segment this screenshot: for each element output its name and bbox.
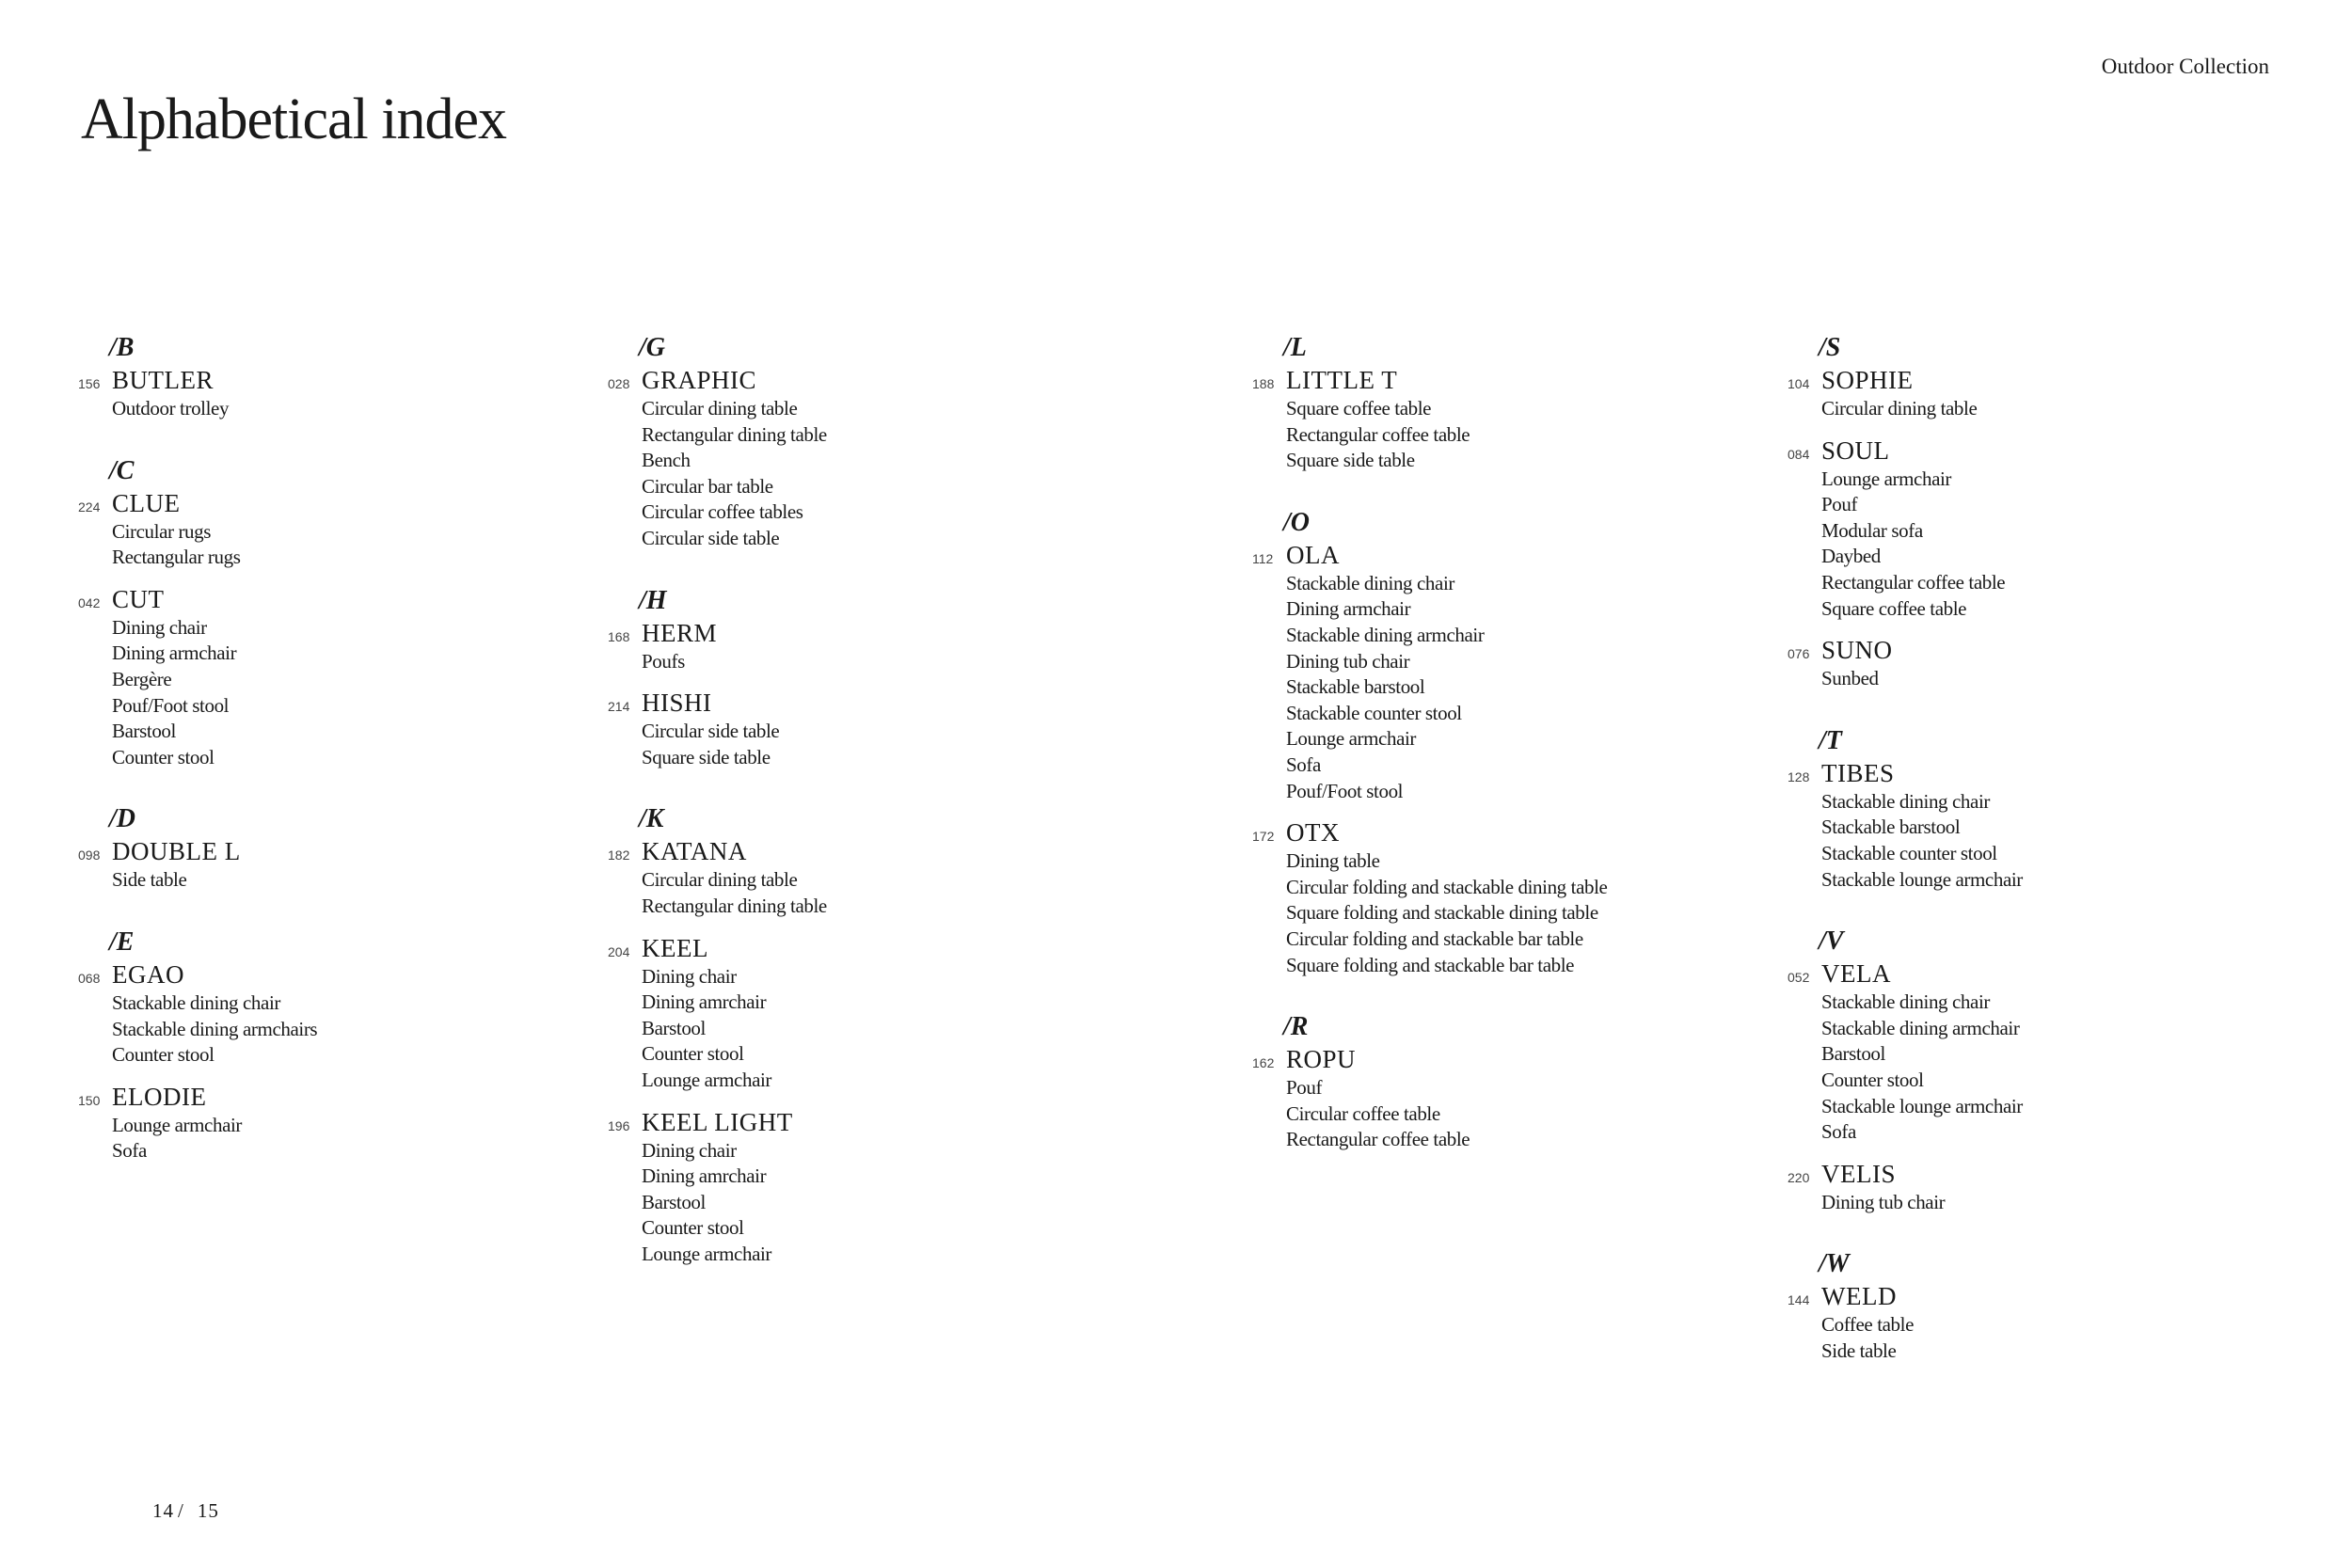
entry-page-number: 162 [1252, 1055, 1275, 1071]
index-section [608, 584, 1172, 771]
product-type: Stackable dining armchair [1821, 1016, 2020, 1039]
index-entry [1252, 1044, 1817, 1153]
product-type-list [1788, 789, 2352, 893]
product-name: SUNO [1821, 636, 1893, 665]
index-column-2 [608, 331, 1172, 1299]
index-entry [1252, 540, 1817, 804]
product-type: Stackable dining chair [112, 990, 280, 1014]
product-type-list [1252, 1075, 1817, 1153]
product-type: Dining tub chair [1821, 1190, 1946, 1213]
product-type: Daybed [1821, 545, 1881, 568]
entry-page-number: 042 [78, 594, 101, 610]
product-type: Dining amrchair [642, 990, 767, 1014]
product-type: Rectangular coffee table [1286, 1128, 1470, 1151]
product-type-list [608, 396, 1172, 552]
product-type: Stackable lounge armchair [1821, 1094, 2023, 1117]
product-type: Circular coffee table [1286, 1101, 1440, 1125]
product-type-list [78, 519, 643, 571]
product-type: Outdoor trolley [112, 397, 230, 420]
collection-label: Outdoor Collection [2101, 55, 2269, 78]
product-name: KEEL LIGHT [642, 1107, 793, 1136]
product-type-list [1788, 1190, 2352, 1216]
product-name: BUTLER [112, 366, 214, 394]
page-folio [152, 1499, 219, 1523]
product-type: Square coffee table [1821, 596, 1967, 620]
product-type: Lounge armchair [112, 1113, 243, 1136]
product-name: TIBES [1821, 758, 1895, 787]
product-type: Square side table [1286, 449, 1415, 472]
product-type: Circular dining table [1821, 397, 1978, 420]
entry-page-number: 172 [1252, 829, 1275, 845]
index-column-1 [78, 331, 643, 1196]
product-type: Counter stool [642, 1216, 744, 1240]
product-type-list [78, 396, 643, 422]
entry-page-number: 188 [1252, 376, 1275, 391]
product-type: Rectangular coffee table [1286, 422, 1470, 446]
product-name: SOUL [1821, 436, 1890, 465]
product-type: Sofa [1821, 1120, 1856, 1144]
product-type-list [608, 964, 1172, 1094]
product-type: Dining armchair [1286, 597, 1411, 621]
product-type-list [608, 1138, 1172, 1268]
section-letter: /T [1819, 725, 1842, 755]
entry-page-number: 182 [608, 847, 630, 863]
section-letter: /V [1819, 927, 1844, 957]
entry-page-number: 084 [1788, 446, 1810, 462]
entry-page-number: 068 [78, 970, 101, 986]
product-name: OTX [1286, 818, 1340, 847]
index-section [78, 926, 643, 1164]
index-entry [608, 836, 1172, 919]
product-name: GRAPHIC [642, 366, 757, 394]
product-type: Modular sofa [1821, 518, 1923, 542]
product-type: Barstool [642, 1190, 706, 1213]
index-entry [608, 1107, 1172, 1268]
product-type: Bench [642, 449, 691, 472]
product-type: Lounge armchair [1286, 727, 1417, 751]
section-letter: /S [1819, 333, 1841, 362]
entry-page-number: 112 [1252, 550, 1274, 566]
index-entry [78, 584, 643, 771]
product-type: Bergère [112, 667, 172, 690]
product-type: Barstool [642, 1016, 706, 1039]
entry-page-number: 076 [1788, 646, 1810, 662]
product-type-list [78, 615, 643, 771]
index-column-3 [1252, 331, 1817, 1185]
product-type: Stackable counter stool [1821, 841, 1997, 864]
section-letter: /O [1283, 507, 1310, 537]
product-type: Pouf/Foot stool [1286, 779, 1404, 802]
entry-page-number: 150 [78, 1092, 101, 1108]
product-type: Lounge armchair [1821, 467, 1952, 490]
product-type: Circular coffee tables [642, 500, 803, 524]
product-type: Sofa [1286, 752, 1321, 776]
product-type: Stackable barstool [1821, 816, 1961, 839]
index-entry [1788, 1281, 2352, 1364]
product-type: Sofa [112, 1139, 147, 1163]
product-type: Barstool [112, 720, 176, 743]
product-name: KATANA [642, 837, 747, 866]
product-type-list [1252, 848, 1817, 978]
product-type: Lounge armchair [642, 1068, 772, 1091]
index-section [608, 802, 1172, 1267]
folio-separator: / [178, 1499, 184, 1522]
product-type: Circular folding and stackable bar table [1286, 927, 1583, 950]
product-name: LITTLE T [1286, 366, 1398, 394]
product-type: Counter stool [1821, 1068, 1924, 1091]
product-type: Counter stool [112, 745, 215, 768]
product-type-list [1788, 396, 2352, 422]
product-name: SOPHIE [1821, 366, 1914, 394]
product-type-list [1788, 666, 2352, 692]
index-section [608, 331, 1172, 552]
product-type-list [78, 990, 643, 1069]
entry-page-number: 168 [608, 628, 630, 644]
product-type: Stackable lounge armchair [1821, 867, 2023, 891]
index-section [1788, 724, 2352, 893]
product-type: Dining amrchair [642, 1164, 767, 1188]
product-type: Stackable barstool [1286, 675, 1425, 699]
entry-page-number: 204 [608, 943, 630, 959]
section-letter: /H [639, 585, 667, 615]
product-type: Stackable dining chair [1821, 990, 1990, 1014]
product-type: Rectangular dining table [642, 894, 827, 917]
index-section [78, 454, 643, 771]
product-type: Coffee table [1821, 1313, 1915, 1337]
entry-page-number: 052 [1788, 970, 1810, 986]
index-entry [608, 618, 1172, 675]
product-type: Circular dining table [642, 868, 798, 892]
index-entry [78, 836, 643, 894]
index-entry [608, 365, 1172, 552]
index-entry [78, 959, 643, 1069]
product-type: Dining chair [642, 964, 737, 988]
product-type-list [78, 1113, 643, 1164]
index-section [1788, 1247, 2352, 1364]
product-type-list [1252, 571, 1817, 804]
entry-page-number: 144 [1788, 1292, 1810, 1308]
section-letter: /B [109, 333, 135, 362]
section-letter: /G [639, 333, 665, 362]
product-type: Circular rugs [112, 519, 212, 543]
index-entry [608, 688, 1172, 770]
index-entry [78, 365, 643, 422]
index-entry [1788, 1159, 2352, 1216]
product-type: Circular dining table [642, 397, 798, 420]
product-type-list [1788, 1312, 2352, 1364]
index-entry [608, 933, 1172, 1094]
product-type: Pouf [1821, 493, 1858, 516]
product-type-list [78, 867, 643, 894]
index-section [1252, 506, 1817, 978]
product-type: Square folding and stackable dining table [1286, 901, 1598, 925]
product-type: Dining table [1286, 849, 1380, 873]
section-letter: /L [1283, 333, 1307, 362]
index-section [78, 802, 643, 894]
section-letter: /C [109, 455, 135, 485]
product-type: Circular side table [642, 720, 780, 743]
index-entry [1788, 436, 2352, 623]
product-type-list [1788, 467, 2352, 623]
product-name: CLUE [112, 488, 181, 517]
product-type: Stackable dining armchairs [112, 1017, 318, 1040]
entry-page-number: 098 [78, 847, 101, 863]
index-entry [1252, 365, 1817, 474]
product-type: Rectangular dining table [642, 422, 827, 446]
product-type: Lounge armchair [642, 1242, 772, 1265]
product-type: Square side table [642, 745, 771, 768]
product-name: HERM [642, 618, 718, 647]
index-entry [78, 488, 643, 571]
product-type-list [608, 867, 1172, 919]
product-type: Sunbed [1821, 667, 1879, 690]
product-type: Stackable counter stool [1286, 701, 1462, 724]
product-name: VELA [1821, 959, 1891, 989]
product-type: Stackable dining armchair [1286, 623, 1485, 646]
index-section [78, 331, 643, 422]
index-column-4 [1788, 331, 2352, 1396]
product-type: Rectangular coffee table [1821, 570, 2006, 594]
product-type: Counter stool [112, 1043, 215, 1067]
product-type: Barstool [1821, 1042, 1885, 1066]
product-type-list [1252, 396, 1817, 474]
index-entry [1788, 758, 2352, 893]
product-type: Circular folding and stackable dining table [1286, 875, 1608, 898]
product-type: Pouf [1286, 1076, 1323, 1100]
index-section [1252, 331, 1817, 474]
entry-page-number: 156 [78, 376, 101, 391]
section-letter: /D [109, 804, 135, 834]
product-name: ROPU [1286, 1045, 1357, 1074]
entry-page-number: 128 [1788, 768, 1810, 784]
product-type: Rectangular rugs [112, 546, 241, 569]
product-type: Pouf/Foot stool [112, 693, 230, 717]
product-type: Dining chair [112, 615, 207, 639]
product-type: Square folding and stackable bar table [1286, 953, 1575, 976]
product-name: KEEL [642, 933, 708, 962]
section-letter: /E [109, 927, 135, 957]
section-letter: /R [1283, 1012, 1309, 1042]
product-type-list [1788, 990, 2352, 1146]
product-type: Circular side table [642, 526, 780, 549]
product-name: CUT [112, 584, 165, 613]
product-name: HISHI [642, 689, 712, 718]
product-type-list [608, 719, 1172, 770]
index-entry [1788, 635, 2352, 692]
section-letter: /K [639, 804, 664, 834]
product-type: Side table [1821, 1338, 1897, 1362]
section-letter: /W [1819, 1249, 1850, 1279]
product-type: Dining tub chair [1286, 649, 1410, 673]
index-section [1252, 1010, 1817, 1153]
product-type: Square coffee table [1286, 397, 1432, 420]
entry-page-number: 028 [608, 376, 630, 391]
product-type: Stackable dining chair [1286, 571, 1454, 594]
product-name: ELODIE [112, 1082, 207, 1111]
entry-page-number: 224 [78, 499, 101, 515]
product-type: Dining chair [642, 1138, 737, 1162]
product-type: Dining armchair [112, 641, 237, 665]
index-entry [1252, 817, 1817, 978]
index-entry [1788, 365, 2352, 422]
product-name: EGAO [112, 959, 184, 989]
entry-page-number: 196 [608, 1117, 630, 1133]
index-section [1788, 331, 2352, 692]
product-name: VELIS [1821, 1159, 1896, 1188]
page-title: Alphabetical index [81, 87, 506, 151]
product-type-list [608, 649, 1172, 675]
index-section [1788, 925, 2352, 1215]
product-name: OLA [1286, 540, 1340, 569]
entry-page-number: 104 [1788, 376, 1810, 391]
folio-left-page-number: 14 [152, 1499, 174, 1522]
product-type: Counter stool [642, 1042, 744, 1066]
index-entry [1788, 958, 2352, 1146]
entry-page-number: 220 [1788, 1169, 1810, 1185]
product-name: DOUBLE L [112, 837, 241, 866]
product-type: Circular bar table [642, 474, 773, 498]
product-name: WELD [1821, 1282, 1897, 1311]
index-entry [78, 1082, 643, 1164]
product-type: Stackable dining chair [1821, 789, 1990, 813]
folio-right-page-number: 15 [197, 1499, 219, 1522]
product-type: Side table [112, 868, 187, 892]
entry-page-number: 214 [608, 699, 630, 715]
product-type: Poufs [642, 649, 685, 673]
